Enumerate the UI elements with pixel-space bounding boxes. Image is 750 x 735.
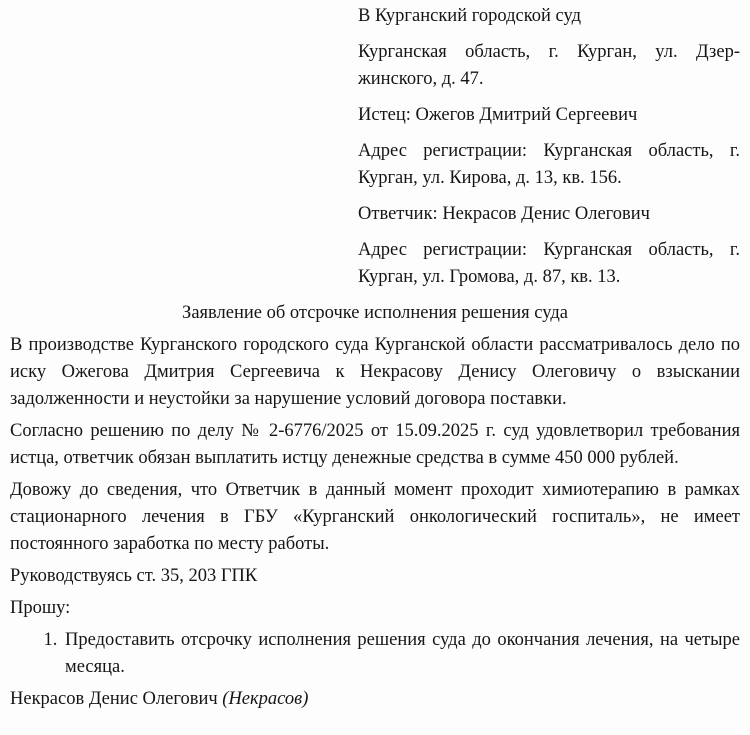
plaintiff-line: Истец: Ожегов Дмитрий Сергеевич xyxy=(358,105,638,125)
body-paragraph-decision: Согласно решению по делу № 2-6776/2025 от 15.09.2025 г. суд удовлетворил требования истца, ответчик обязан выплатить истцу денежные средства в сумме 450 000 рублей. xyxy=(10,421,740,468)
request-item: 1. Предоставить отсрочку исполнения решения суда до окончания лечения, на четыре месяца. xyxy=(62,627,740,681)
legal-basis-line: Руководствуясь ст. 35, 203 ГПК xyxy=(10,566,258,586)
request-heading: Прошу: xyxy=(10,598,71,618)
defendant-line: Ответчик: Некрасов Денис Олегович xyxy=(358,204,650,224)
signature-handwritten-note: (Некрасов) xyxy=(222,689,309,709)
body-paragraph-case-intro: В производстве Курганского городского суда Курганской области рассматривалось дело по иску Ожегова Дмитрия Сергеевича к Некрасову Денису Олеговичу о взыскании задолженности и неустойки за нарушение условий договора поставки. xyxy=(10,335,740,409)
signature-line xyxy=(10,686,740,713)
defendant-address-line: Адрес регистрации: Курганская область, г. Курган, ул. Громова, д. 87, кв. 13. xyxy=(358,240,740,287)
recipient-header-block xyxy=(358,3,740,291)
requests-list xyxy=(10,627,740,681)
court-name-line: В Курганский городской суд xyxy=(358,6,581,26)
document-title: Заявление об отсрочке исполнения решения суда xyxy=(182,303,568,323)
body-paragraph-circumstances: Довожу до сведения, что Ответчик в данный момент проходит химиотерапию в рамках стационарного лечения в ГБУ «Курганский онкологический госпиталь», не имеет постоянного заработка по месту работы. xyxy=(10,480,740,554)
signatory-name: Некрасов Денис Олегович xyxy=(10,689,223,709)
plaintiff-address-line: Адрес регистрации: Курганская область, г. Курган, ул. Кирова, д. 13, кв. 156. xyxy=(358,141,740,188)
court-address-line: Курганская область, г. Курган, ул. Дзержинского, д. 47. xyxy=(358,42,740,89)
